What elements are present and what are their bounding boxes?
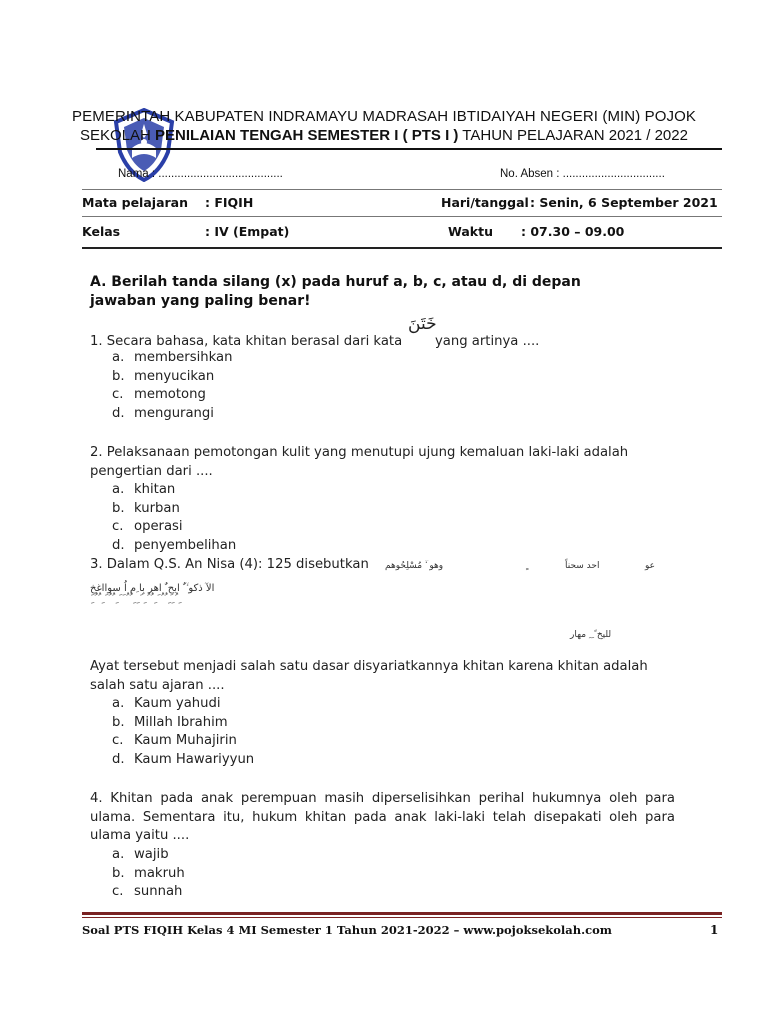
option-3b[interactable]: b. Millah Ibrahim (112, 714, 228, 730)
section-a-instruction: A. Berilah tanda silang (x) pada huruf a, b, c, atau d, di depan jawaban yang paling benar! (90, 274, 581, 309)
arabic-verse-fragment: احد سحناً (565, 561, 600, 571)
question-1-text: 1. Secara bahasa, kata khitan berasal dari kata (90, 334, 403, 349)
header-line-1: PEMERINTAH KABUPATEN INDRAMAYU MADRASAH IBTIDAIYAH NEGERI (MIN) POJOK (72, 108, 696, 125)
waktu-value: : 07.30 – 09.00 (521, 224, 625, 239)
mapel-value: : FIQIH (205, 195, 254, 210)
exam-title: PENILAIAN TENGAH SEMESTER I ( PTS I ) (155, 127, 459, 144)
header-line-2-suffix: TAHUN PELAJARAN 2021 / 2022 (458, 127, 688, 144)
option-2c[interactable]: c. operasi (112, 519, 183, 535)
option-4c[interactable]: c. sunnah (112, 884, 183, 900)
info-divider-top (82, 189, 722, 190)
arabic-verse-fragment: الآ ذكو ۙ ٌ ابحِ ٌ اهر بِا ِم اُ سوااغخ (90, 583, 215, 594)
option-2d[interactable]: d. penyembelihan (112, 537, 237, 553)
waktu-label: Waktu (448, 224, 493, 239)
absen-field: No. Absen : ................................ (500, 168, 665, 180)
info-divider-mid (82, 216, 722, 217)
page-number: 1 (710, 923, 719, 937)
question-1-options (112, 349, 232, 423)
option-3c[interactable]: c. Kaum Muhajirin (112, 733, 237, 749)
arabic-verse-fragment: عو (645, 561, 656, 571)
footer-text: Soal PTS FIQIH Kelas 4 MI Semester 1 Tahun 2021-2022 – www.pojoksekolah.com (82, 923, 612, 937)
footer-rule-thick (82, 912, 722, 915)
option-1d[interactable]: d. mengurangi (112, 405, 214, 421)
arabic-verse-diacritics: َ ِ ُ ُ ِ َ ُ ُ ِ َ َ ُ ُ ِ ِ َ ِ ُ ُ ِ َ ُ ُ ِ ِ ُ ِ (90, 592, 181, 605)
option-1b[interactable]: b. menyucikan (112, 368, 215, 384)
question-3-text: 3. Dalam Q.S. An Nisa (4): 125 disebutkan (90, 557, 369, 572)
header-line-2-prefix: SEKOLAH (80, 127, 156, 144)
question-4-text: 4. Khitan pada anak perempuan masih diperselisihkan perihal hukumnya oleh para ulama. Sementara itu, hukum khitan pada anak laki-laki telah disepakati oleh para ulama yaitu .... (90, 791, 675, 843)
info-divider-bottom (82, 247, 722, 249)
option-2b[interactable]: b. kurban (112, 500, 180, 516)
question-1-arabic: خَتَنَ (408, 314, 437, 334)
option-4a[interactable]: a. wajib (112, 847, 169, 862)
hari-value: : Senin, 6 September 2021 (530, 195, 718, 210)
kelas-value: : IV (Empat) (205, 224, 290, 239)
header-divider (96, 148, 722, 150)
nama-field: Nama : ....................................... (118, 168, 283, 180)
option-1c[interactable]: c. memotong (112, 387, 206, 403)
option-2a[interactable]: a. khitan (112, 482, 176, 497)
arabic-verse-fragment: وهو ۛ ۙ مُسْلِحُوهم (385, 561, 444, 571)
question-4-options (112, 846, 185, 902)
option-3d[interactable]: d. Kaum Hawariyyun (112, 751, 255, 767)
option-3a[interactable]: a. Kaum yahudi (112, 696, 221, 711)
question-2-text: 2. Pelaksanaan pemotongan kulit yang menutupi ujung kemaluan laki-laki adalah pengertian dari .... (90, 445, 629, 479)
option-4b[interactable]: b. makruh (112, 865, 185, 881)
header-line-2 (0, 127, 768, 144)
question-3-options (112, 695, 254, 769)
mapel-label: Mata pelajaran (82, 195, 188, 210)
question-3-text-cont: Ayat tersebut menjadi salah satu dasar disyariatkannya khitan karena khitan adalah salah satu ajaran .... (90, 659, 648, 693)
question-1-text-after: yang artinya .... (435, 334, 540, 349)
footer-rule-thin (82, 917, 722, 918)
arabic-verse-fragment: لليخ ً ِ ِ مهار (570, 630, 612, 640)
hari-label: Hari/tanggal (441, 195, 529, 210)
option-1a[interactable]: a. membersihkan (112, 350, 233, 365)
kelas-label: Kelas (82, 224, 121, 239)
question-2-options (112, 481, 236, 555)
